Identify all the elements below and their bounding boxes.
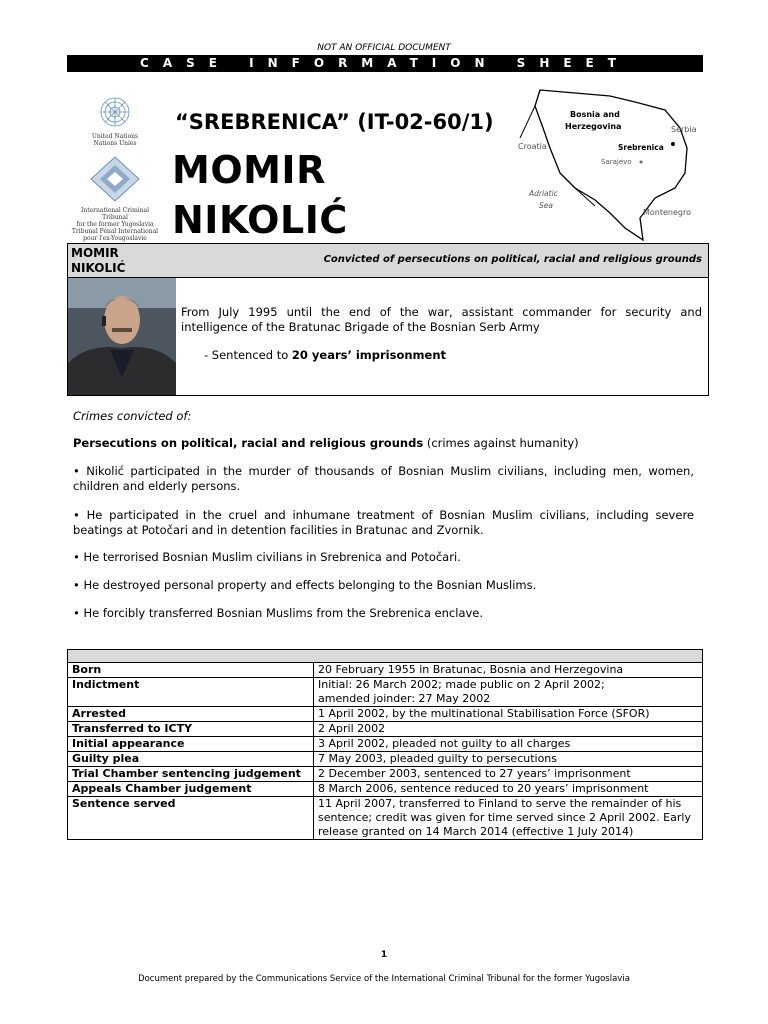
fact-label: Born <box>68 663 314 678</box>
convicted-summary: Convicted of persecutions on political, racial and religious grounds <box>323 254 702 265</box>
summary-sentence <box>204 348 446 362</box>
fact-value: 7 May 2003, pleaded guilty to persecutions <box>314 752 703 767</box>
fact-value: Initial: 26 March 2002; made public on 2 April 2002; amended joinder: 27 May 2002 <box>314 678 703 707</box>
fact-value: 1 April 2002, by the multinational Stabilisation Force (SFOR) <box>314 707 703 722</box>
charge-line <box>73 436 694 451</box>
fact-value: 20 February 1955 in Bratunac, Bosnia and Herzegovina <box>314 663 703 678</box>
sentence-prefix: - Sentenced to <box>204 348 292 362</box>
case-facts-table <box>67 649 703 840</box>
accused-last-name: NIKOLIĆ <box>172 198 348 242</box>
crime-bullet-5: • He forcibly transferred Bosnian Muslims from the Srebrenica enclave. <box>73 606 484 620</box>
fact-label: Initial appearance <box>68 737 314 752</box>
charge-name: Persecutions on political, racial and religious grounds <box>73 436 424 450</box>
table-row <box>68 767 703 782</box>
fact-value: 11 April 2007, transferred to Finland to serve the remainder of his sentence; credit was given for time served since 2 April 2002. Early release granted on 14 March 2014 (effective 1 July 2014) <box>314 797 703 840</box>
accused-name <box>172 145 348 245</box>
bosnia-map <box>515 88 705 243</box>
crimes-heading: Crimes convicted of: <box>73 409 192 423</box>
crime-bullet-2: • He participated in the cruel and inhumane treatment of Bosnian Muslim civilians, including severe beatings at Potočari and in detention facilities in Bratunac and Zvornik. <box>73 508 694 537</box>
map-label-adriatic-2: Sea <box>539 201 553 210</box>
accused-first-name: MOMIR <box>172 148 326 192</box>
fact-label: Appeals Chamber judgement <box>68 782 314 797</box>
fact-value: 2 December 2003, sentenced to 27 years’ imprisonment <box>314 767 703 782</box>
map-label-adriatic-1: Adriatic <box>529 189 558 198</box>
crime-bullet-4: • He destroyed personal property and effects belonging to the Bosnian Muslims. <box>73 578 537 592</box>
un-text-2: Nations Unies <box>93 140 137 147</box>
table-header-row <box>68 650 703 663</box>
sentence-term: 20 years’ imprisonment <box>291 348 447 362</box>
map-label-montenegro: Montenegro <box>643 208 692 217</box>
summary-header <box>68 244 708 278</box>
summary-description: From July 1995 until the end of the war, assistant commander for security and intelligence of the Bratunac Brigade of the Bosnian Serb Army <box>181 305 702 334</box>
portrait-image <box>68 278 176 395</box>
fact-label: Indictment <box>68 678 314 707</box>
not-official-notice: NOT AN OFFICIAL DOCUMENT <box>317 43 451 53</box>
logo-column <box>70 95 160 242</box>
fact-value: 8 March 2006, sentence reduced to 20 years’ imprisonment <box>314 782 703 797</box>
table-row <box>68 782 703 797</box>
crime-bullet-1: • Nikolić participated in the murder of thousands of Bosnian Muslim civilians, including men, women, children and elderly persons. <box>73 464 694 493</box>
map-label-sarajevo: Sarajevo <box>601 158 632 166</box>
footer-text: Document prepared by the Communications Service of the International Criminal Tribunal for the former Yugoslavia <box>138 974 630 984</box>
fact-label: Arrested <box>68 707 314 722</box>
fact-label: Guilty plea <box>68 752 314 767</box>
summary-name <box>71 246 125 276</box>
fact-value: 2 April 2002 <box>314 722 703 737</box>
charge-category: (crimes against humanity) <box>423 436 579 450</box>
table-row <box>68 737 703 752</box>
map-label-srebrenica: Srebrenica <box>618 143 664 152</box>
table-header-cell <box>68 650 703 663</box>
map-label-serbia: Serbia <box>671 125 697 134</box>
un-emblem-icon <box>70 95 160 129</box>
fact-label: Trial Chamber sentencing judgement <box>68 767 314 782</box>
crime-bullet-3: • He terrorised Bosnian Muslim civilians in Srebrenica and Potočari. <box>73 550 461 564</box>
fact-value: 3 April 2002, pleaded not guilty to all charges <box>314 737 703 752</box>
table-row <box>68 722 703 737</box>
fact-label: Transferred to ICTY <box>68 722 314 737</box>
icty-text-4: pour l'ex-Yougoslavie <box>83 235 147 242</box>
icty-logo-icon <box>70 155 160 203</box>
icty-text-1: International Criminal Tribunal <box>80 207 150 221</box>
summary-last-name: NIKOLIĆ <box>71 261 126 275</box>
table-row <box>68 678 703 707</box>
table-row <box>68 663 703 678</box>
table-row <box>68 752 703 767</box>
icty-text-3: Tribunal Pénal International <box>71 228 159 235</box>
case-title: “SREBRENICA” (IT-02-60/1) <box>175 110 494 134</box>
srebrenica-marker <box>671 142 675 146</box>
map-label-bosnia-2: Herzegovina <box>565 122 622 131</box>
table-row <box>68 707 703 722</box>
sarajevo-marker <box>640 161 643 164</box>
fact-label: Sentence served <box>68 797 314 840</box>
accused-photo <box>68 278 176 395</box>
icty-text-2: for the former Yugoslavia <box>76 221 154 228</box>
case-information-banner: CASE INFORMATION SHEET <box>67 55 703 72</box>
summary-first-name: MOMIR <box>71 246 119 260</box>
map-label-croatia: Croatia <box>518 142 547 151</box>
un-text-1: United Nations <box>91 133 139 140</box>
summary-box <box>67 243 709 396</box>
page-number: 1 <box>380 950 388 960</box>
table-row <box>68 797 703 840</box>
map-label-bosnia-1: Bosnia and <box>570 110 620 119</box>
